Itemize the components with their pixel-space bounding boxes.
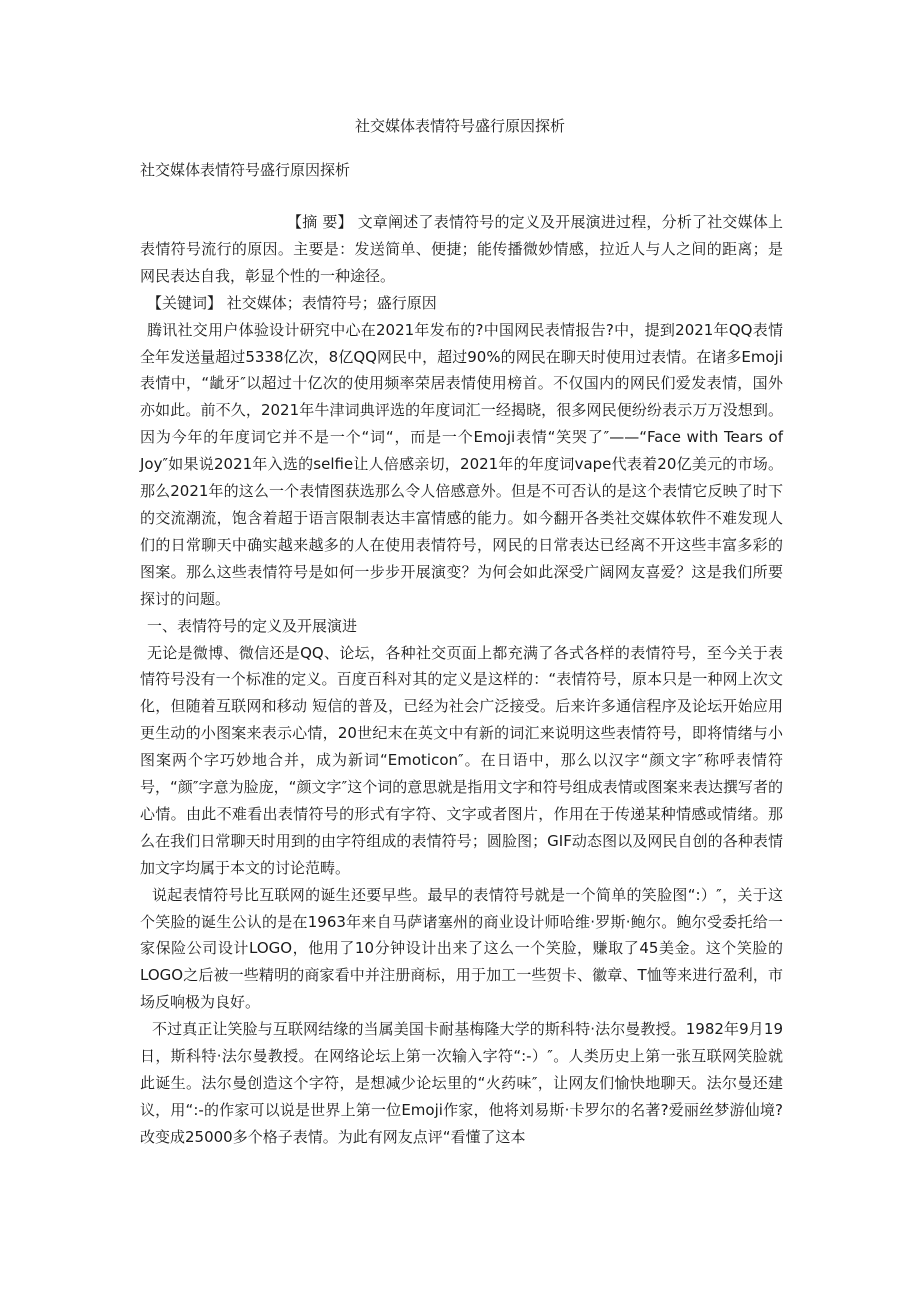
document-title: 社交媒体表情符号盛行原因探析 xyxy=(354,117,565,135)
paragraph: 不过真正让笑脸与互联网结缘的当属美国卡耐基梅隆大学的斯科特·法尔曼教授。1982年9月19日，斯科特·法尔曼教授。在网络论坛上第一次输入字符“:-）″。人类历史上第一张互联网笑脸就此诞生。法尔曼创造这个字符，是想减少论坛里的“火药味″，让网友们愉快地聊天。法尔曼还建议，用“:-的作家可以说是世界上第一位Emoji作家，他将刘易斯·卡罗尔的名著?爱丽丝梦游仙境?改变成25000多个格子表情。为此有网友点评“看懂了这本 xyxy=(140,1020,783,1146)
paragraph: 无论是微博、微信还是QQ、论坛，各种社交页面上都充满了各式各样的表情符号，至今关于表情符号没有一个标准的定义。百度百科对其的定义是这样的：“表情符号，原本只是一种网上次文化，但随着互联网和移动 短信的普及，已经为社会广泛接受。后来许多通信程序及论坛开始应用更生动的小图案来表示心情，20世纪末在英文中有新的词汇来说明这些表情符号，即将情绪与小图案两个字巧妙地合并，成为新词“Emoticon″。在日语中，那么以汉字“颜文字″称呼表情符号，“颜″字意为脸庞，“颜文字″这个词的意思就是指用文字和符号组成表情或图案来表达撰写者的心情。由此不难看出表情符号的形式有字符、文字或者图片，作用在于传递某种情感或情绪。那么在我们日常聊天时用到的由字符组成的表情符号；圆脸图；GIF动态图以及网民自创的各种表情加文字均属于本文的讨论范畴。 xyxy=(140,643,783,877)
paragraph: 说起表情符号比互联网的诞生还要早些。最早的表情符号就是一个简单的笑脸图“:）″，关于这个笑脸的诞生公认的是在1963年来自马萨诸塞州的商业设计师哈维·罗斯·鲍尔。鲍尔受委托给一家保险公司设计LOGO，他用了10分钟设计出来了这么一个笑脸，赚取了45美金。这个笑脸的LOGO之后被一些精明的商家看中并注册商标，用于加工一些贺卡、徽章、T恤等来进行盈利，市场反响极为良好。 xyxy=(140,885,783,1012)
section-heading: 一、表情符号的定义及开展演进 xyxy=(147,616,358,635)
abstract: 【摘 要】 文章阐述了表情符号的定义及开展演进过程，分析了社交媒体上表情符号流行的原因。主要是：发送简单、便捷；能传播微妙情感，拉近人与人之间的距离；是网民表达自我，彰显个性的一种途径。 xyxy=(140,213,783,285)
document-subtitle: 社交媒体表情符号盛行原因探析 xyxy=(140,161,351,179)
keywords: 【关键词】 社交媒体；表情符号；盛行原因 xyxy=(147,293,437,312)
document-body xyxy=(140,209,783,1151)
paragraph: 腾讯社交用户体验设计研究中心在2021年发布的?中国网民表情报告?中，提到2021年QQ表情全年发送量超过5338亿次，8亿QQ网民中，超过90%的网民在聊天时使用过表情。在诸多Emoji表情中，“龇牙″以超过十亿次的使用频率荣居表情使用榜首。不仅国内的网民们爱发表情，国外亦如此。前不久，2021年牛津词典评选的年度词汇一经揭晓，很多网民便纷纷表示万万没想到。因为今年的年度词它并不是一个“词“，而是一个Emoji表情“笑哭了″——“Face with Tears of Joy″如果说2021年入选的selfie让人倍感亲切，2021年的年度词vape代表着20亿美元的市场。那么2021年的这么一个表情图获选那么令人倍感意外。但是不可否认的是这个表情它反映了时下的交流潮流，饱含着超于语言限制表达丰富情感的能力。如今翻开各类社交媒体软件不难发现人们的日常聊天中确实越来越多的人在使用表情符号，网民的日常表达已经离不开这些丰富多彩的图案。那么这些表情符号是如何一步步开展演变？为何会如此深受广阔网友喜爱？这是我们所要探讨的问题。 xyxy=(140,320,783,608)
